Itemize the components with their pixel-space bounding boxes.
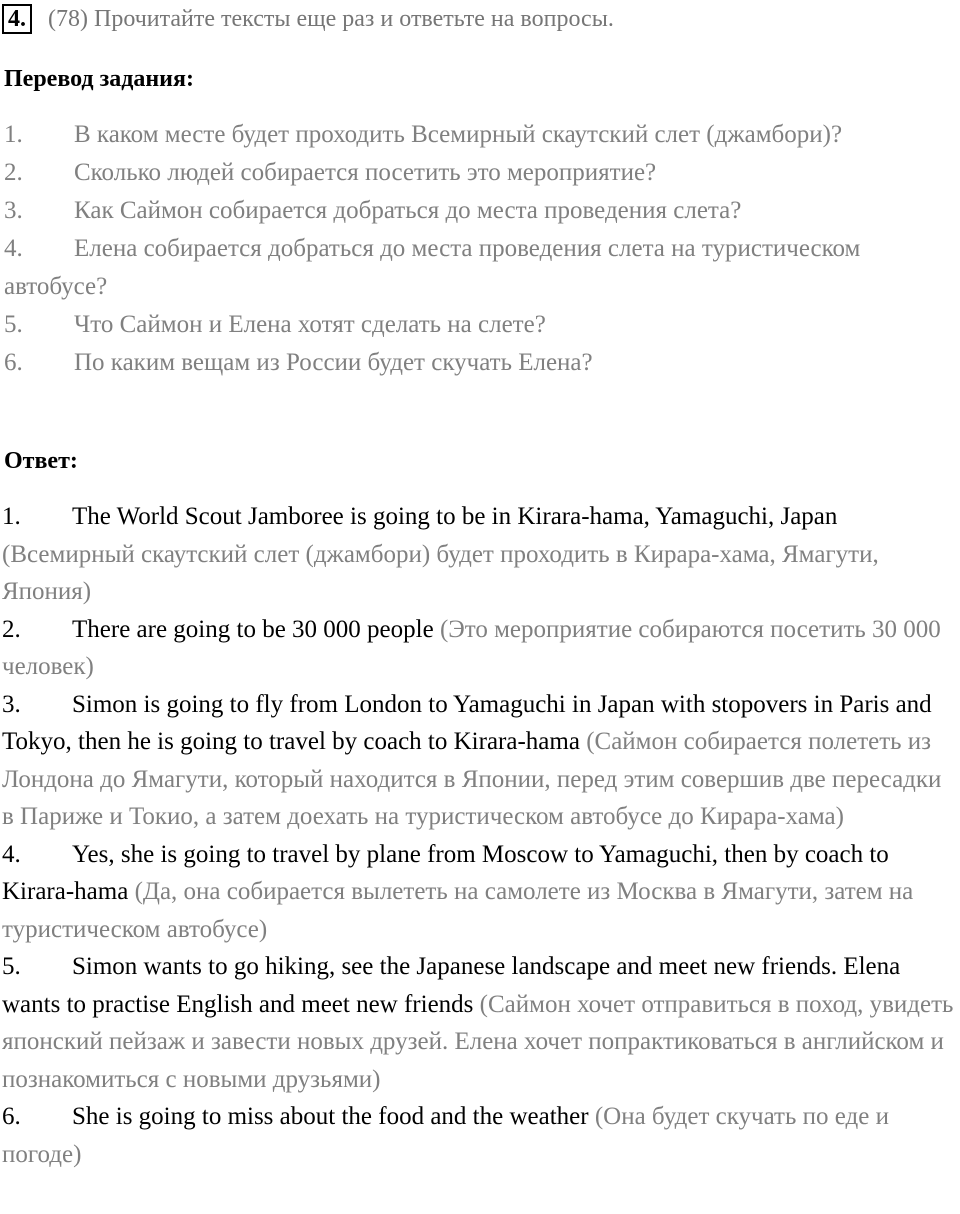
list-item	[4, 116, 954, 154]
list-item	[2, 498, 958, 611]
answer-russian: (Саймон хочет отправиться в поход, увидеть японский пейзаж и завести новых друзей. Елена хочет попрактиковаться в английском и познакомиться с новыми друзьями)	[2, 990, 954, 1093]
item-text: Как Саймон собирается добраться до места проведения слета?	[74, 197, 742, 224]
item-text: В каком месте будет проходить Всемирный скаутский слет (джамбори)?	[74, 121, 843, 148]
item-text: По каким вещам из России будет скучать Елена?	[74, 349, 593, 376]
answer-list	[2, 498, 958, 1173]
list-item	[2, 1098, 958, 1173]
list-item	[4, 344, 954, 382]
answer-english: Simon is going to fly from London to Yamaguchi in Japan with stopovers in Paris and Tokyo, then he is going to travel by coach to Kirara-hama	[2, 690, 932, 755]
item-number: 3.	[4, 197, 23, 224]
list-item	[4, 192, 954, 230]
list-item	[2, 686, 958, 836]
answer-title: Ответ:	[4, 448, 78, 474]
list-item	[2, 836, 958, 949]
item-number: 4.	[2, 840, 21, 868]
answer-russian: (Это мероприятие собираются посетить 30 000 человек)	[2, 615, 941, 680]
answer-russian: (Саймон собирается полететь из Лондона до Ямагути, который находится в Японии, перед этим совершив две пересадки в Париже и Токио, а затем доехать на туристическом автобусе до Кирара-хама)	[2, 728, 942, 830]
item-number: 4.	[4, 235, 23, 262]
list-item	[2, 611, 958, 686]
answer-russian: (Она будет скучать по еде и погоде)	[2, 1103, 889, 1168]
item-number: 3.	[2, 690, 21, 718]
task-header	[2, 2, 614, 36]
item-text: Что Саймон и Елена хотят сделать на слете?	[74, 311, 546, 338]
answer-russian: (Да, она собирается вылететь на самолете из Москва в Ямагути, затем на туристическом автобусе)	[2, 878, 914, 943]
translation-list	[4, 116, 954, 382]
item-number: 5.	[4, 311, 23, 338]
item-number: 6.	[2, 1103, 21, 1130]
answer-english: Yes, she is going to travel by plane from Moscow to Yamaguchi, then by coach to Kirara-hama	[2, 840, 889, 905]
answer-english: She is going to miss about the food and the weather	[72, 1103, 589, 1130]
item-text: Сколько людей собирается посетить это мероприятие?	[74, 159, 657, 186]
answer-english: The World Scout Jamboree is going to be in Kirara-hama, Yamaguchi, Japan	[72, 503, 838, 530]
task-instruction: (78) Прочитайте тексты еще раз и ответьте на вопросы.	[48, 5, 614, 32]
list-item	[4, 154, 954, 192]
item-number: 1.	[4, 121, 23, 148]
item-number: 2.	[4, 159, 23, 186]
list-item	[4, 306, 954, 344]
answer-russian: (Всемирный скаутский слет (джамбори) будет проходить в Кирара-хама, Ямагути, Япония)	[2, 540, 879, 605]
item-number: 2.	[2, 615, 21, 643]
item-text: Елена собирается добраться до места проведения слета на туристическом автобусе?	[4, 235, 861, 300]
list-item	[4, 230, 954, 306]
translation-title: Перевод задания:	[4, 66, 194, 92]
answer-english: Simon wants to go hiking, see the Japanese landscape and meet new friends. Elena wants to practise English and meet new friends	[2, 953, 901, 1018]
item-number: 1.	[2, 503, 21, 530]
item-number: 5.	[2, 953, 21, 980]
list-item	[2, 948, 958, 1098]
task-number: 4.	[2, 4, 32, 34]
answer-english: There are going to be 30 000 people	[72, 615, 434, 643]
item-number: 6.	[4, 349, 23, 376]
